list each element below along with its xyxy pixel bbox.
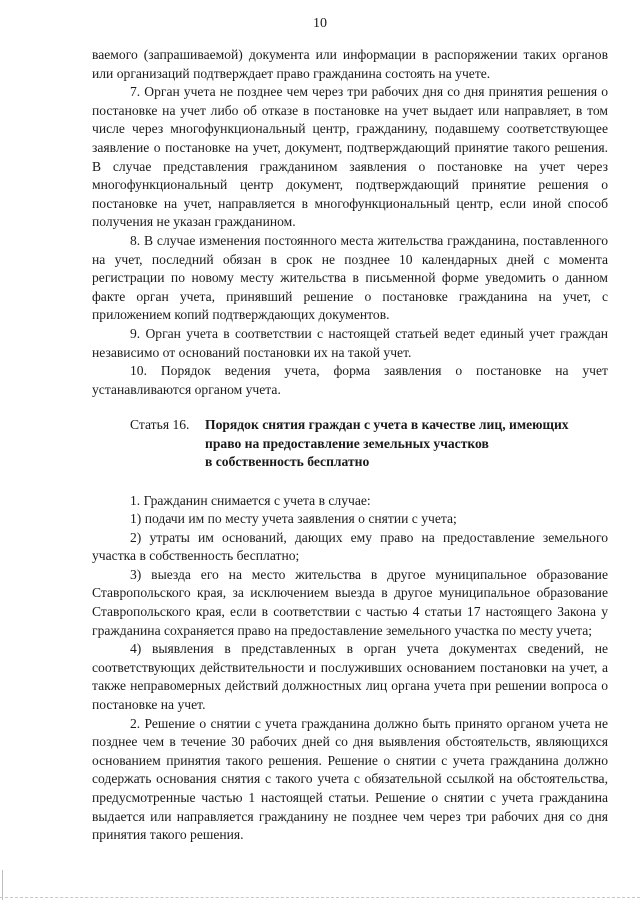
paragraph: 4) выявления в представленных в орган учета документах сведений, не соответствующих действительности и послуживших основанием постановки на учет, а также неправомерных действий должностных лиц органа учета при решении вопроса о постановке на учет. xyxy=(92,641,608,713)
paragraphs-top xyxy=(92,46,608,399)
page-bottom-rule xyxy=(0,897,640,899)
paragraph: ваемого (запрашиваемой) документа или информации в распоряжении таких органов или организаций подтверждает право гражданина состоять на учете. xyxy=(92,47,608,81)
paragraph: 1) подачи им по месту учета заявления о снятии с учета; xyxy=(130,511,457,527)
paragraph: 9. Орган учета в соответствии с настоящей статьей ведет единый учет граждан независимо от оснований постановки их на такой учет. xyxy=(92,325,608,360)
article-title-line: в собственность бесплатно xyxy=(205,454,370,470)
article-heading xyxy=(92,416,608,471)
article-title xyxy=(204,416,608,471)
scan-edge-mark xyxy=(2,870,3,900)
paragraph: 7. Орган учета не позднее чем через три рабочих дня со дня принятия решения о постановке на учет либо об отказе в постановке на учет выдает или направляет, в том числе через многофункциональный центр, гражданину, подавшему соответствующее заявление о постановке на учет, документ, подтверждающий принятие такого решения. В случае представления гражданином заявления о постановке на учет через многофункциональный центр документ, подтверждающий принятие решения о постановке на учет, направляется в многофункциональный центр, если иной способ получения не указан гражданином. xyxy=(92,84,608,230)
paragraph: 2) утраты им оснований, дающих ему право на предоставление земельного участка в собственность бесплатно; xyxy=(92,529,608,564)
article-title-line: Порядок снятия граждан с учета в качестве лиц, имеющих xyxy=(205,417,569,433)
document-body xyxy=(92,46,608,845)
page-number: 10 xyxy=(313,16,327,31)
paragraph: 2. Решение о снятии с учета гражданина должно быть принято органом учета не позднее чем в течение 30 рабочих дней со дня выявления обстоятельств, являющихся основанием принятия такого решения. Решение о снятии с учета гражданина должно содержать основания снятия с такого учета с обязательной ссылкой на обстоятельства, предусмотренные частью 1 настоящей статьи. Решение о снятии с учета гражданина выдается или направляется гражданину не позднее чем через три рабочих дня со дня принятия такого решения. xyxy=(92,715,608,843)
paragraphs-bottom xyxy=(92,492,608,845)
paragraph: 8. В случае изменения постоянного места жительства гражданина, поставленного на учет, последний обязан в срок не позднее 10 календарных дней с момента регистрации по новому месту жительства в письменной форме уведомить о данном факте орган учета, принявший решение о постановке гражданина на учет, с приложением копий подтверждающих документов. xyxy=(92,232,608,323)
paragraph: 10. Порядок ведения учета, форма заявления о постановке на учет устанавливаются органом учета. xyxy=(92,363,608,397)
paragraph: 1. Гражданин снимается с учета в случае: xyxy=(130,492,371,508)
paragraph: 3) выезда его на место жительства в другое муниципальное образование Ставропольского края, за исключением выезда в другое муниципальное образование Ставропольского края, если в соответствии с частью 4 статьи 17 настоящего Закона у гражданина сохраняется право на предоставление земельного участка по месту учета; xyxy=(92,566,608,638)
article-title-line: право на предоставление земельных участков xyxy=(205,435,489,451)
article-label: Статья 16. xyxy=(130,417,190,433)
